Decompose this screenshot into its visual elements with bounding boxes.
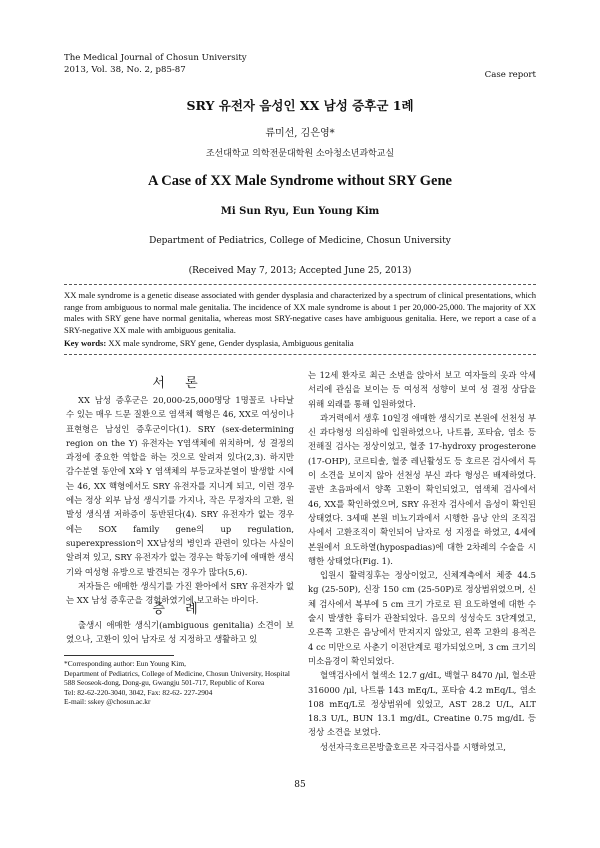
page-number: 85	[294, 780, 306, 790]
korean-affiliation: 조선대학교 의학전문대학원 소아청소년과학교실	[205, 149, 395, 159]
footnote-phone: Tel: 82-62-220-3040, 3042, Fax: 82-62- 227-2904	[64, 687, 213, 697]
case-heading: 증 례	[152, 602, 206, 617]
intro-paragraph-2: 저자들은 애매한 생식기를 가진 환아에서 SRY 유전자가 없는 XX 남성 증후군을 경험하였기에 보고하는 바이다.	[66, 580, 294, 606]
footnote-rule	[64, 655, 174, 656]
journal-volume: 2013, Vol. 38, No. 2, p85-87	[64, 64, 186, 75]
abstract-bottom-rule	[64, 354, 536, 355]
korean-title: SRY 유전자 음성인 XX 남성 증후군 1례	[186, 98, 414, 113]
abstract: XX male syndrome is a genetic disease associated with gender dysplasia and characterized by a spectrum of clinical presentations, which range from ambiguous to normal male genitalia. The incidence of XX male syndrome is about 1 per 20,000-25,000. The majority of XX males with SRY gene have normal genitalia, whereas most SRY-negative cases have ambiguous genitalia. Here, we report a case of a SRY-negative XX male with ambiguous genitalia.	[64, 290, 537, 335]
case-paragraph-continued: 는 12세 환자로 최근 소변을 앉아서 보고 여자들의 옷과 악세서리에 관심을 보이는 등 여성적 성향이 보여 성 결정 상담을 위해 외래를 통해 입원하였다.	[308, 370, 536, 409]
keywords-list: XX male syndrome, SRY gene, Gender dysplasia, Ambiguous genitalia	[106, 338, 354, 348]
english-authors: Mi Sun Ryu, Eun Young Kim	[220, 206, 380, 217]
journal-citation	[64, 53, 284, 76]
footnote-author: *Corresponding author: Eun Young Kim,	[64, 659, 186, 668]
corresponding-author-footnote	[64, 659, 294, 707]
case-paragraph-labs: 혈액검사에서 혈색소 12.7 g/dL, 백혈구 8470 /μl, 혈소판 316000 /μl, 나트륨 143 mEq/L, 포타슘 4.2 mEq/L, 염소 108 mEq/L로 정상범위에 있었고, AST 28.2 U/L, ALT 18.3 U/L, BUN 13.1 mg/dL, Creatine 0.75 mg/dL 등 정상 소견을 보였다.	[308, 670, 536, 738]
left-column-intro	[66, 393, 294, 607]
case-paragraph-exam: 입원시 활력징후는 정상이었고, 신체계측에서 체중 44.5 kg (25-50P), 신장 150 cm (25-50P)로 정상범위였으며, 신체 검사에서 복부에 5 cm 크기 가로로 된 요도하열에 대한 수술시 발생한 흉터가 관찰되었다. 음모의 성성숙도 3단계였고, 오른쪽 고환은 음낭에서 만져지지 않았고, 왼쪽 고환의 용적은 4 cc 미만으로 사춘기 이전단계로 평가되었으며, 3 cm 크기의 미소음경이 확인되었다.	[308, 570, 536, 666]
keywords	[64, 338, 536, 348]
intro-heading: 서 론	[152, 376, 206, 391]
korean-authors: 류미선, 김은영*	[265, 128, 335, 139]
abstract-top-rule	[64, 284, 536, 285]
case-paragraph-1: 출생시 애매한 생식기(ambiguous genitalia) 소견이 보였으나, 고환이 있어 남자로 성 지정하고 생활하고 있	[66, 620, 294, 645]
case-paragraph-history: 과거력에서 생후 10일경 애매한 생식기로 본원에 선천성 부신 과다형성 의심하에 입원하였으나, 나트륨, 포타슘, 염소 등 전해질 검사는 정상이었고, 혈중 17-hydroxy progesterone (17-OHP), 코르티솔, 혈중 레닌활성도 등 호르몬 검사에서 특이 소견을 보이지 않아 선천성 부신 과다 형성은 배제하였다. 골반 초음파에서 양쪽 고환이 확인되었고, 염색체 검사에서 46, XX를 확인하였으며, SRY 유전자 검사에서 음성이 확인된 상태였다. 3세때 본원 비뇨기과에서 시행한 음낭 안의 조직검사에서 고환조직이 확인되어 남자로 성 지정을 하였고, 4세에 본원에서 요도하열(hypospadias)에 대한 2차례의 수술을 시행한 상태였다(Fig. 1).	[308, 412, 536, 566]
footnote-address: Department of Pediatrics, College of Medicine, Chosun University, Hospital 588 Seoseok-dong, Dong-gu, Gwangju 501-717, Republic of Korea	[64, 668, 290, 688]
article-type: Case report	[484, 70, 536, 80]
intro-paragraph-1: XX 남성 증후군은 20,000-25,000명당 1명꼴로 나타날 수 있는 매우 드문 질환으로 염색체 핵형은 46, XX로 여성이나 표현형은 남성인 증후군이다(1). SRY (sex-determining region on the Y) 유전자는 Y염색체에 위치하며, 성 결정의 과정에 중요한 역할을 하는 것으로 알려져 있다(2,3). 하지만 감수분열 동안에 X와 Y 염색체의 부등교차분열이 발생할 시에는 46, XX 핵형에서도 SRY 유전자를 지니게 되고, 이런 경우에는 정상 외부 남성 생식기를 가지나, 작은 무정자의 고환, 원발성 생식샘 저하증이 동반된다(4). SRY 유전자가 없는 경우에는 SOX family gene의 up regulation, superexpression이 XX남성의 병인과 관련이 있다는 사실이 알려져 있고, SRY 유전자가 없는 경우는 학동기에 애매한 생식기와 여성형 유방으로 발견되는 경우가 많다(5,6).	[66, 395, 294, 577]
journal-name: The Medical Journal of Chosun University	[64, 53, 247, 63]
keywords-label: Key words:	[64, 338, 107, 348]
english-affiliation: Department of Pediatrics, College of Medicine, Chosun University	[149, 236, 451, 246]
received-dates: (Received May 7, 2013; Accepted June 25, 2013)	[188, 266, 412, 276]
case-paragraph-hormone: 성선자극호르몬방출호르몬 자극검사를 시행하였고,	[320, 741, 506, 752]
footnote-email: E-mail: sskey @chosun.ac.kr	[64, 697, 151, 707]
right-column	[308, 368, 536, 754]
left-column-case	[66, 618, 294, 647]
english-title: A Case of XX Male Syndrome without SRY Gene	[148, 173, 452, 189]
